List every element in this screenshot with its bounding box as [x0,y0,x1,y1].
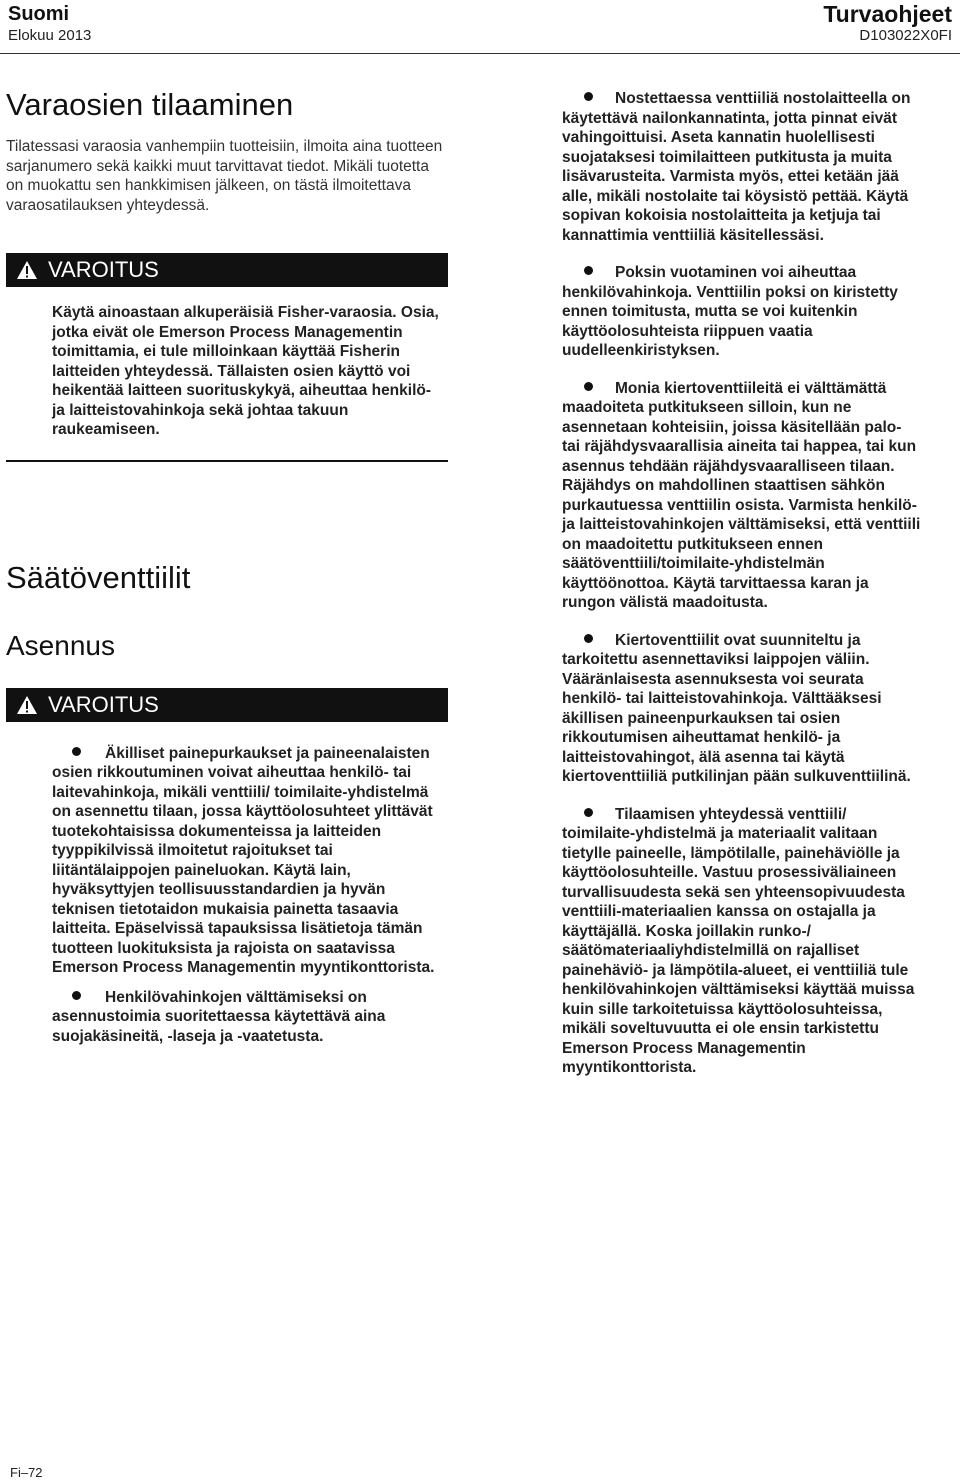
warning-banner [6,253,448,287]
list-item-text: Tilaamisen yhteydessä venttiili/ toimilaite-yhdistelmä ja materiaalit valitaan tietylle paineelle, lämpötilalle, painehäviölle ja käyttöolosuhteille. Vastuu prosessiväliaineen turvallisuudesta sekä sen yhteensopivuudesta venttiili-materiaalien kanssa on ostajalla ja käyttäjällä. Koska joillakin runko-/ säätömateriaaliyhdistelmillä on rajalliset painehäviö- ja lämpötila-alueet, ei venttiiliä tule henkilövahinkojen välttämiseksi käyttää muissa kuin sille tarkoitetuissa käyttöolosuhteissa, mikäli soveltuvuutta ei ole ensin tarkistettu Emerson Process Managementin myyntikonttorista. [562,805,915,1076]
page-number: Fi–72 [10,1465,43,1480]
list-item [52,988,448,1047]
right-column [562,89,922,1078]
list-item-text: Poksin vuotaminen voi aiheuttaa henkilövahinkoja. Venttiilin poksi on kiristetty ennen toimitusta, mutta se voi kuitenkin käyttöolosuhteista riippuen vaatia uudelleenkiristyksen. [562,264,898,359]
bullet-dot-icon [584,92,593,101]
installation-warning-list [6,744,448,1047]
header-divider [0,53,960,54]
warning-triangle-icon [16,695,38,715]
warning-label: VAROITUS [48,257,159,282]
list-item [562,379,922,613]
header-right [823,2,952,46]
language-label: Suomi [8,3,70,25]
list-item-text: Henkilövahinkojen välttämiseksi on asennustoimia suoritettaessa käytettävä aina suojakäsineitä, -laseja ja -vaatetusta. [52,988,386,1045]
list-item [52,744,448,978]
control-valves-title: Säätöventtiilit [6,559,191,595]
warning-text: Käytä ainoastaan alkuperäisiä Fisher-varaosia. Osia, jotka eivät ole Emerson Process Managementin toimittamia, ei tule milloinkaan käyttää Fisherin laitteiden yhteydessä. Tällaisten osien käyttö voi heikentää laitteen suorituskykyä, aiheuttaa henkilö- ja laitteistovahinkoja sekä johtaa takuun raukeamiseen. [52,304,439,438]
list-item [562,631,922,787]
bullet-dot-icon [72,747,81,756]
spare-parts-title: Varaosien tilaaminen [6,87,294,122]
bullet-dot-icon [72,991,81,1000]
left-column [6,85,448,1046]
list-item-text: Äkilliset painepurkaukset ja paineenalaisten osien rikkoutuminen voivat aiheuttaa henkilö- tai laitevahinkoja, mikäli venttiili/ toimilaite-yhdistelmä on asennettu tilaan, jossa käyttöolosuhteet ylittävät tuotekohtaisissa dokumenteissa ja laitteiden tyyppikilvissä ilmoitetut rajoitukset tai liitäntälaippojen paineluokan. Käytä lain, hyväksyttyjen teollisuusstandardien ja hyvän teknisen tietotaidon mukaisia painetta tasaavia laitteita. Epäselvissä tapauksissa lisätietoja tämän tuotteen luokituksista ja rajoista on saatavissa Emerson Process Managementin myyntikonttorista. [52,744,435,976]
bullet-dot-icon [584,382,593,391]
installation-subtitle: Asennus [6,629,115,661]
warning-triangle-icon [16,260,38,280]
bullet-dot-icon [584,634,593,643]
list-item-text: Monia kiertoventtiileitä ei välttämättä maadoiteta putkitukseen silloin, kun ne asennetaan kohteisiin, joissa käsitellään palo- tai räjähdysvaarallisia aineita tai happea, tai kun asennus tehdään räjähdysvaaralliseen tilaan. Räjähdys on mahdollinen staattisen sähkön purkautuessa venttiilin osista. Varmista henkilö- ja laitteistovahinkojen välttämiseksi, että venttiili on maadoitettu putkitukseen ennen säätöventtiili/toimilaite-yhdistelmän käyttöönottoa. Käytä tarvittaessa karan ja rungon välistä maadoitusta. [562,379,921,611]
warning-label: VAROITUS [48,691,159,717]
spare-parts-intro: Tilatessasi varaosia vanhempiin tuotteisiin, ilmoita aina tuotteen sarjanumero sekä kaikki muut tarvittavat tiedot. Mikäli tuotetta on muokattu sen hankkimisen jälkeen, on tästä ilmoitettava varaosatilauksen yhteydessä. [6,138,443,214]
list-item-text: Kiertoventtiilit ovat suunniteltu ja tarkoitettu asennettaviksi laippojen väliin. Vääränlaisesta asennuksesta voi seurata henkilö- tai laitteistovahinkoja. Välttääksesi äkillisen paineenpurkauksen tai osien rikkoutumisen aiheuttamat henkilö- ja laitteistovahingot, älä asenna tai käytä kiertoventtiiliä putkilinjan pään sulkuventtiilinä. [562,631,911,785]
list-item [562,805,922,1078]
bullet-dot-icon [584,808,593,817]
date-label: Elokuu 2013 [8,27,92,44]
warning-divider [6,460,448,462]
list-item [562,263,922,361]
document-number: D103022X0FI [859,27,952,44]
list-item [562,89,922,245]
list-item-text: Nostettaessa venttiiliä nostolaitteella on käytettävä nailonkannatinta, jotta pinnat eivät vahingoittuisi. Aseta kannatin huolellisesti suojataksesi toimilaitteen putkitusta ja muita lisävarusteita. Varmista myös, ettei ketään jää alle, mikäli nostolaite tai köysistö pettää. Käytä sopivan kokoisia nostolaitteita ja ketjuja tai kannattimia venttiiliä käsitellessäsi. [562,90,911,244]
warning-banner [6,688,448,722]
header-left [8,2,91,46]
bullet-dot-icon [584,266,593,275]
document-title: Turvaohjeet [823,1,952,27]
